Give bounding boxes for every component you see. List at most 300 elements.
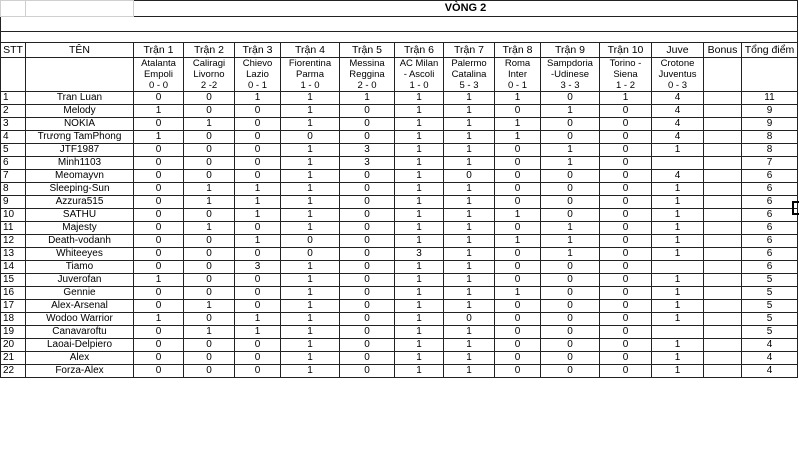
- row-stt[interactable]: 1: [1, 92, 26, 105]
- row-name[interactable]: Wodoo Warrior: [26, 313, 134, 326]
- score-cell[interactable]: 1: [541, 248, 600, 261]
- score-cell[interactable]: 1: [652, 248, 704, 261]
- score-cell[interactable]: 3: [395, 248, 444, 261]
- row-total[interactable]: 9: [742, 118, 798, 131]
- score-cell[interactable]: 0: [541, 170, 600, 183]
- row-stt[interactable]: 17: [1, 300, 26, 313]
- score-cell[interactable]: [652, 157, 704, 170]
- score-cell[interactable]: 0: [340, 274, 395, 287]
- header-round[interactable]: Trận 10: [600, 43, 652, 58]
- cell-blank[interactable]: [704, 58, 742, 92]
- header-round[interactable]: Trận 8: [495, 43, 541, 58]
- header-round[interactable]: Trận 6: [395, 43, 444, 58]
- score-cell[interactable]: 0: [235, 105, 281, 118]
- score-cell[interactable]: 1: [281, 105, 340, 118]
- score-cell[interactable]: 1: [235, 183, 281, 196]
- score-cell[interactable]: 1: [652, 274, 704, 287]
- score-cell[interactable]: 0: [495, 274, 541, 287]
- score-cell[interactable]: 1: [495, 287, 541, 300]
- row-bonus[interactable]: [704, 144, 742, 157]
- score-cell[interactable]: 0: [541, 287, 600, 300]
- score-cell[interactable]: 0: [600, 274, 652, 287]
- row-name[interactable]: Tran Luan: [26, 92, 134, 105]
- score-cell[interactable]: 1: [444, 365, 495, 378]
- row-bonus[interactable]: [704, 287, 742, 300]
- score-cell[interactable]: 0: [235, 287, 281, 300]
- score-cell[interactable]: 0: [134, 170, 184, 183]
- score-cell[interactable]: 0: [541, 183, 600, 196]
- score-cell[interactable]: 0: [495, 339, 541, 352]
- score-cell[interactable]: 0: [134, 183, 184, 196]
- match-cell[interactable]: [395, 58, 444, 92]
- row-name[interactable]: Canavaroftu: [26, 326, 134, 339]
- score-cell[interactable]: 1: [281, 313, 340, 326]
- match-cell[interactable]: [134, 58, 184, 92]
- score-cell[interactable]: 0: [340, 300, 395, 313]
- row-stt[interactable]: 2: [1, 105, 26, 118]
- score-cell[interactable]: 0: [600, 261, 652, 274]
- score-cell[interactable]: 0: [600, 365, 652, 378]
- score-cell[interactable]: 0: [235, 352, 281, 365]
- score-cell[interactable]: 1: [541, 235, 600, 248]
- row-total[interactable]: 8: [742, 144, 798, 157]
- cell-blank[interactable]: [26, 1, 134, 17]
- score-cell[interactable]: 1: [281, 326, 340, 339]
- score-cell[interactable]: 0: [134, 287, 184, 300]
- score-cell[interactable]: 1: [281, 339, 340, 352]
- score-cell[interactable]: 0: [184, 248, 235, 261]
- score-cell[interactable]: 0: [134, 248, 184, 261]
- score-cell[interactable]: 1: [184, 118, 235, 131]
- score-cell[interactable]: 0: [235, 248, 281, 261]
- score-cell[interactable]: 0: [541, 365, 600, 378]
- score-cell[interactable]: 0: [600, 352, 652, 365]
- score-cell[interactable]: 1: [395, 339, 444, 352]
- score-cell[interactable]: 0: [495, 144, 541, 157]
- score-cell[interactable]: 0: [541, 196, 600, 209]
- score-cell[interactable]: 1: [395, 352, 444, 365]
- score-cell[interactable]: 1: [444, 287, 495, 300]
- score-cell[interactable]: 0: [600, 300, 652, 313]
- row-bonus[interactable]: [704, 300, 742, 313]
- score-cell[interactable]: 0: [281, 131, 340, 144]
- score-cell[interactable]: 0: [340, 261, 395, 274]
- match-cell[interactable]: [340, 58, 395, 92]
- row-bonus[interactable]: [704, 209, 742, 222]
- row-total[interactable]: 6: [742, 261, 798, 274]
- score-cell[interactable]: 1: [652, 313, 704, 326]
- row-total[interactable]: 11: [742, 92, 798, 105]
- score-cell[interactable]: 1: [281, 300, 340, 313]
- score-cell[interactable]: 0: [134, 352, 184, 365]
- score-cell[interactable]: 0: [495, 183, 541, 196]
- score-cell[interactable]: 0: [340, 118, 395, 131]
- score-cell[interactable]: 1: [281, 209, 340, 222]
- score-cell[interactable]: 0: [184, 287, 235, 300]
- score-cell[interactable]: 4: [652, 131, 704, 144]
- score-cell[interactable]: 1: [184, 196, 235, 209]
- header-name[interactable]: TÊN: [26, 43, 134, 58]
- score-cell[interactable]: 0: [184, 209, 235, 222]
- score-cell[interactable]: 1: [235, 326, 281, 339]
- score-cell[interactable]: [652, 261, 704, 274]
- score-cell[interactable]: 1: [444, 196, 495, 209]
- match-cell[interactable]: [541, 58, 600, 92]
- score-cell[interactable]: 0: [134, 92, 184, 105]
- score-cell[interactable]: 1: [652, 287, 704, 300]
- score-cell[interactable]: 1: [184, 326, 235, 339]
- score-cell[interactable]: 1: [281, 144, 340, 157]
- score-cell[interactable]: 0: [495, 300, 541, 313]
- row-total[interactable]: 6: [742, 248, 798, 261]
- score-cell[interactable]: 1: [184, 300, 235, 313]
- score-cell[interactable]: 1: [395, 92, 444, 105]
- score-cell[interactable]: 1: [444, 261, 495, 274]
- header-round[interactable]: Juve: [652, 43, 704, 58]
- header-round[interactable]: Trận 1: [134, 43, 184, 58]
- score-cell[interactable]: 1: [444, 235, 495, 248]
- row-name[interactable]: Whiteeyes: [26, 248, 134, 261]
- score-cell[interactable]: 0: [340, 352, 395, 365]
- score-cell[interactable]: 0: [340, 209, 395, 222]
- score-cell[interactable]: 0: [541, 352, 600, 365]
- match-cell[interactable]: [652, 58, 704, 92]
- row-bonus[interactable]: [704, 157, 742, 170]
- score-cell[interactable]: 0: [340, 131, 395, 144]
- row-stt[interactable]: 12: [1, 235, 26, 248]
- header-round[interactable]: Trận 5: [340, 43, 395, 58]
- score-cell[interactable]: 1: [134, 274, 184, 287]
- score-cell[interactable]: 1: [184, 183, 235, 196]
- score-cell[interactable]: 0: [495, 261, 541, 274]
- score-cell[interactable]: 0: [541, 209, 600, 222]
- row-bonus[interactable]: [704, 274, 742, 287]
- score-cell[interactable]: 0: [184, 274, 235, 287]
- score-cell[interactable]: 1: [395, 222, 444, 235]
- score-cell[interactable]: 1: [444, 92, 495, 105]
- score-cell[interactable]: 0: [600, 209, 652, 222]
- score-cell[interactable]: 1: [340, 92, 395, 105]
- score-cell[interactable]: 1: [444, 157, 495, 170]
- score-cell[interactable]: 0: [235, 365, 281, 378]
- row-name[interactable]: NOKIA: [26, 118, 134, 131]
- row-bonus[interactable]: [704, 248, 742, 261]
- score-cell[interactable]: 0: [541, 339, 600, 352]
- score-cell[interactable]: 0: [541, 261, 600, 274]
- score-cell[interactable]: 1: [134, 131, 184, 144]
- score-cell[interactable]: 0: [235, 300, 281, 313]
- score-cell[interactable]: 0: [541, 326, 600, 339]
- row-name[interactable]: Sleeping-Sun: [26, 183, 134, 196]
- score-cell[interactable]: 4: [652, 105, 704, 118]
- spacer-row[interactable]: [1, 17, 798, 32]
- score-cell[interactable]: 0: [600, 222, 652, 235]
- row-stt[interactable]: 15: [1, 274, 26, 287]
- score-cell[interactable]: 1: [444, 222, 495, 235]
- score-cell[interactable]: 3: [340, 144, 395, 157]
- row-name[interactable]: Majesty: [26, 222, 134, 235]
- score-cell[interactable]: 3: [235, 261, 281, 274]
- score-cell[interactable]: 1: [652, 365, 704, 378]
- row-stt[interactable]: 16: [1, 287, 26, 300]
- header-round[interactable]: Trận 4: [281, 43, 340, 58]
- score-cell[interactable]: 0: [184, 144, 235, 157]
- score-cell[interactable]: 0: [495, 105, 541, 118]
- row-total[interactable]: 6: [742, 222, 798, 235]
- spacer-row[interactable]: [1, 32, 798, 43]
- row-bonus[interactable]: [704, 131, 742, 144]
- match-cell[interactable]: [444, 58, 495, 92]
- score-cell[interactable]: 0: [600, 287, 652, 300]
- score-cell[interactable]: 0: [495, 222, 541, 235]
- score-cell[interactable]: 0: [134, 365, 184, 378]
- score-cell[interactable]: 1: [541, 105, 600, 118]
- score-cell[interactable]: 0: [235, 118, 281, 131]
- score-cell[interactable]: 0: [184, 261, 235, 274]
- score-cell[interactable]: 1: [281, 183, 340, 196]
- row-bonus[interactable]: [704, 92, 742, 105]
- row-bonus[interactable]: [704, 170, 742, 183]
- score-cell[interactable]: 1: [184, 222, 235, 235]
- score-cell[interactable]: 0: [340, 183, 395, 196]
- score-cell[interactable]: 1: [281, 365, 340, 378]
- row-name[interactable]: SATHU: [26, 209, 134, 222]
- score-cell[interactable]: 1: [495, 92, 541, 105]
- row-total[interactable]: 6: [742, 196, 798, 209]
- row-total[interactable]: 6: [742, 170, 798, 183]
- row-name[interactable]: Tiamo: [26, 261, 134, 274]
- row-total[interactable]: 5: [742, 326, 798, 339]
- score-cell[interactable]: 0: [134, 222, 184, 235]
- score-cell[interactable]: 1: [444, 144, 495, 157]
- row-bonus[interactable]: [704, 118, 742, 131]
- score-cell[interactable]: 0: [600, 235, 652, 248]
- row-stt[interactable]: 22: [1, 365, 26, 378]
- score-cell[interactable]: 0: [235, 131, 281, 144]
- score-cell[interactable]: 1: [495, 209, 541, 222]
- row-stt[interactable]: 6: [1, 157, 26, 170]
- score-cell[interactable]: 1: [444, 248, 495, 261]
- score-cell[interactable]: 1: [541, 144, 600, 157]
- score-cell[interactable]: 1: [395, 261, 444, 274]
- match-cell[interactable]: [281, 58, 340, 92]
- row-name[interactable]: Alex: [26, 352, 134, 365]
- row-name[interactable]: Minh1103: [26, 157, 134, 170]
- match-cell[interactable]: [235, 58, 281, 92]
- score-cell[interactable]: 0: [134, 326, 184, 339]
- score-cell[interactable]: 0: [600, 105, 652, 118]
- score-cell[interactable]: 0: [541, 300, 600, 313]
- score-cell[interactable]: 0: [600, 118, 652, 131]
- header-round[interactable]: Trận 7: [444, 43, 495, 58]
- score-cell[interactable]: 0: [495, 313, 541, 326]
- score-cell[interactable]: 1: [495, 118, 541, 131]
- score-cell[interactable]: 0: [134, 118, 184, 131]
- row-bonus[interactable]: [704, 352, 742, 365]
- score-cell[interactable]: 0: [134, 300, 184, 313]
- row-total[interactable]: 4: [742, 339, 798, 352]
- row-stt[interactable]: 5: [1, 144, 26, 157]
- row-stt[interactable]: 9: [1, 196, 26, 209]
- score-cell[interactable]: 0: [134, 196, 184, 209]
- score-cell[interactable]: 0: [600, 144, 652, 157]
- row-name[interactable]: Alex-Arsenal: [26, 300, 134, 313]
- score-cell[interactable]: 1: [652, 300, 704, 313]
- score-cell[interactable]: 0: [340, 326, 395, 339]
- score-cell[interactable]: 1: [281, 157, 340, 170]
- score-cell[interactable]: 0: [541, 131, 600, 144]
- row-name[interactable]: Juverofan: [26, 274, 134, 287]
- score-cell[interactable]: 1: [652, 209, 704, 222]
- score-cell[interactable]: 1: [395, 157, 444, 170]
- row-stt[interactable]: 3: [1, 118, 26, 131]
- score-cell[interactable]: 1: [652, 235, 704, 248]
- score-cell[interactable]: 0: [184, 235, 235, 248]
- score-cell[interactable]: 0: [235, 144, 281, 157]
- row-name[interactable]: Gennie: [26, 287, 134, 300]
- score-cell[interactable]: 1: [444, 131, 495, 144]
- score-cell[interactable]: 0: [541, 274, 600, 287]
- score-cell[interactable]: 1: [444, 326, 495, 339]
- row-bonus[interactable]: [704, 235, 742, 248]
- row-stt[interactable]: 8: [1, 183, 26, 196]
- score-cell[interactable]: 0: [235, 222, 281, 235]
- score-cell[interactable]: 1: [235, 209, 281, 222]
- score-cell[interactable]: 1: [444, 339, 495, 352]
- score-cell[interactable]: 0: [235, 274, 281, 287]
- score-cell[interactable]: 1: [281, 118, 340, 131]
- score-cell[interactable]: 1: [235, 235, 281, 248]
- row-stt[interactable]: 13: [1, 248, 26, 261]
- score-cell[interactable]: 1: [541, 222, 600, 235]
- score-cell[interactable]: 1: [395, 326, 444, 339]
- match-cell[interactable]: [495, 58, 541, 92]
- score-cell[interactable]: 0: [495, 170, 541, 183]
- score-cell[interactable]: 0: [600, 196, 652, 209]
- score-cell[interactable]: 0: [495, 157, 541, 170]
- header-bonus[interactable]: Bonus: [704, 43, 742, 58]
- score-cell[interactable]: 3: [340, 157, 395, 170]
- row-total[interactable]: 7: [742, 157, 798, 170]
- score-cell[interactable]: 1: [652, 339, 704, 352]
- score-cell[interactable]: 0: [281, 248, 340, 261]
- score-cell[interactable]: 1: [395, 131, 444, 144]
- score-cell[interactable]: [652, 326, 704, 339]
- score-cell[interactable]: 0: [184, 352, 235, 365]
- row-total[interactable]: 5: [742, 274, 798, 287]
- score-cell[interactable]: 0: [134, 157, 184, 170]
- score-cell[interactable]: 0: [184, 313, 235, 326]
- score-cell[interactable]: 1: [444, 274, 495, 287]
- score-cell[interactable]: 0: [340, 339, 395, 352]
- score-cell[interactable]: 0: [495, 196, 541, 209]
- cell-blank[interactable]: [26, 58, 134, 92]
- row-total[interactable]: 5: [742, 287, 798, 300]
- header-round[interactable]: Trận 3: [235, 43, 281, 58]
- row-name[interactable]: Forza-Alex: [26, 365, 134, 378]
- score-cell[interactable]: 1: [395, 209, 444, 222]
- score-cell[interactable]: 1: [395, 313, 444, 326]
- score-cell[interactable]: 1: [395, 183, 444, 196]
- score-cell[interactable]: 0: [444, 313, 495, 326]
- score-cell[interactable]: 0: [600, 131, 652, 144]
- score-cell[interactable]: 4: [652, 92, 704, 105]
- row-total[interactable]: 5: [742, 300, 798, 313]
- cell-blank[interactable]: [1, 1, 26, 17]
- score-cell[interactable]: 1: [395, 105, 444, 118]
- score-cell[interactable]: 0: [340, 248, 395, 261]
- score-cell[interactable]: 1: [235, 313, 281, 326]
- score-cell[interactable]: 0: [340, 105, 395, 118]
- score-cell[interactable]: 0: [184, 105, 235, 118]
- score-cell[interactable]: 1: [395, 365, 444, 378]
- score-cell[interactable]: 0: [444, 170, 495, 183]
- score-cell[interactable]: 1: [444, 352, 495, 365]
- score-cell[interactable]: 4: [652, 118, 704, 131]
- row-name[interactable]: Laoai-Delpiero: [26, 339, 134, 352]
- score-cell[interactable]: 1: [444, 118, 495, 131]
- score-cell[interactable]: 0: [495, 248, 541, 261]
- row-bonus[interactable]: [704, 261, 742, 274]
- row-total[interactable]: 4: [742, 365, 798, 378]
- score-cell[interactable]: 0: [541, 313, 600, 326]
- row-total[interactable]: 6: [742, 209, 798, 222]
- row-total[interactable]: 6: [742, 183, 798, 196]
- row-stt[interactable]: 11: [1, 222, 26, 235]
- score-cell[interactable]: 0: [600, 326, 652, 339]
- score-cell[interactable]: 1: [395, 235, 444, 248]
- score-cell[interactable]: 0: [600, 157, 652, 170]
- score-cell[interactable]: 0: [235, 339, 281, 352]
- row-name[interactable]: Death-vodanh: [26, 235, 134, 248]
- score-cell[interactable]: 1: [444, 209, 495, 222]
- header-round[interactable]: Trận 9: [541, 43, 600, 58]
- score-cell[interactable]: 0: [184, 170, 235, 183]
- score-cell[interactable]: 0: [184, 131, 235, 144]
- score-cell[interactable]: 1: [281, 92, 340, 105]
- score-cell[interactable]: 0: [340, 170, 395, 183]
- score-cell[interactable]: 1: [395, 118, 444, 131]
- score-cell[interactable]: 1: [395, 144, 444, 157]
- score-cell[interactable]: 0: [134, 339, 184, 352]
- score-cell[interactable]: 1: [495, 131, 541, 144]
- score-cell[interactable]: 0: [495, 365, 541, 378]
- row-bonus[interactable]: [704, 105, 742, 118]
- score-cell[interactable]: 1: [235, 196, 281, 209]
- row-stt[interactable]: 7: [1, 170, 26, 183]
- score-cell[interactable]: 1: [281, 170, 340, 183]
- cell-blank[interactable]: [1, 58, 26, 92]
- score-cell[interactable]: 0: [235, 170, 281, 183]
- score-cell[interactable]: 0: [184, 365, 235, 378]
- score-cell[interactable]: 1: [652, 183, 704, 196]
- score-cell[interactable]: 0: [184, 157, 235, 170]
- score-cell[interactable]: 1: [281, 274, 340, 287]
- score-cell[interactable]: 0: [600, 339, 652, 352]
- score-cell[interactable]: 0: [134, 209, 184, 222]
- row-total[interactable]: 4: [742, 352, 798, 365]
- row-stt[interactable]: 20: [1, 339, 26, 352]
- cell-blank[interactable]: [742, 58, 798, 92]
- score-cell[interactable]: 0: [134, 144, 184, 157]
- score-cell[interactable]: 1: [652, 352, 704, 365]
- header-total[interactable]: Tổng điểm: [742, 43, 798, 58]
- row-stt[interactable]: 14: [1, 261, 26, 274]
- score-cell[interactable]: 1: [541, 157, 600, 170]
- score-cell[interactable]: 0: [495, 326, 541, 339]
- row-bonus[interactable]: [704, 339, 742, 352]
- row-total[interactable]: 6: [742, 235, 798, 248]
